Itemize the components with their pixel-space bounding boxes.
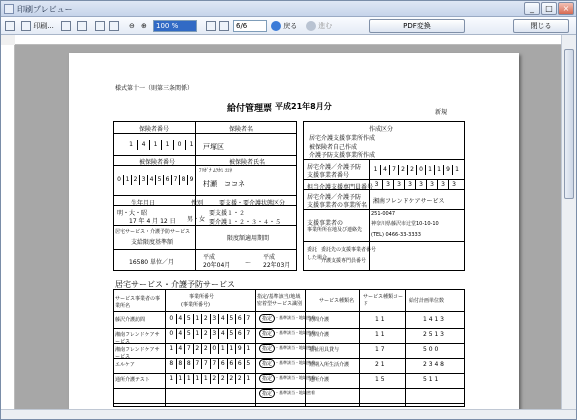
tel: (TEL) 0466-33-3333	[371, 232, 421, 238]
find-icon[interactable]	[77, 20, 87, 32]
digit: 2	[407, 165, 416, 175]
row-office-no	[167, 344, 252, 354]
digit: 3	[382, 180, 393, 190]
digit: 5	[227, 329, 236, 339]
to-label: 平成	[263, 254, 276, 261]
grid-line	[303, 159, 465, 160]
row-units: 2 3 4 8	[423, 361, 444, 368]
back-button[interactable]	[271, 20, 297, 32]
to-value: 22年03月	[263, 262, 291, 269]
app-icon	[4, 4, 14, 14]
digit: 2	[218, 374, 227, 384]
insurer-name: 戸塚区	[203, 143, 224, 151]
row-code: 1 1	[375, 316, 385, 323]
digit: 7	[193, 359, 202, 369]
row-type: 訪問介護	[309, 332, 330, 338]
grid-line	[165, 289, 166, 407]
preview-area[interactable]	[15, 45, 561, 409]
birth-label: 生年月日	[131, 200, 156, 207]
digit: 3	[210, 329, 219, 339]
row-office-name: 藤沢介護訪問	[115, 317, 146, 323]
digit: 3	[404, 180, 415, 190]
prev-page-icon[interactable]	[219, 20, 229, 32]
form-period: 平成21年8月分	[275, 102, 332, 111]
office-no-digits	[371, 165, 461, 175]
from-label: 平成	[203, 254, 216, 261]
title-bar	[1, 1, 576, 17]
digit: 1	[169, 375, 174, 382]
pdf-convert-button[interactable]: PDF変換	[369, 19, 465, 33]
creator-opt1: 居宅介護支援事業所作成	[309, 135, 376, 142]
maximize-button[interactable]: □	[541, 2, 557, 15]
digit: 2	[210, 374, 219, 384]
grid-line	[113, 373, 465, 374]
digit: 6	[218, 359, 227, 369]
digit: 6	[227, 359, 236, 369]
digit: 7	[201, 359, 210, 369]
digit: 3	[448, 180, 459, 190]
digit: 6	[163, 175, 171, 185]
limit-label-2: 支給限度基準額	[131, 239, 174, 246]
care-levels: 要介護１・２・３・４・５	[209, 219, 282, 226]
vertical-ruler	[1, 45, 15, 409]
digit: 6	[235, 314, 244, 324]
row-plan-rest: ・基準該当・地域密着	[275, 360, 315, 365]
row-code: 1 5	[375, 376, 385, 383]
digit: 4	[137, 140, 149, 150]
grid-line	[113, 388, 465, 389]
digit: 2	[227, 374, 236, 384]
print-label: 印刷...	[33, 22, 54, 30]
office-name-label-1: 居宅介護／介護予防	[307, 194, 362, 201]
office-no-label-2: 支援事業者番号	[307, 172, 350, 179]
row-office-no	[167, 314, 252, 324]
digit: 1	[185, 140, 197, 150]
row-plan-rest: ・基準該当・地域密着	[275, 375, 315, 380]
forward-label: 進む	[318, 22, 333, 30]
two-page-icon[interactable]	[109, 20, 119, 32]
row-plan-rest: ・基準該当・地域密着	[275, 345, 315, 350]
digit: 9	[187, 175, 195, 185]
form-title: 給付管理票	[227, 104, 273, 114]
digit: 1	[425, 165, 434, 175]
insured-no-label: 被保険者番号	[139, 159, 176, 166]
grid-line	[113, 195, 297, 196]
digit: 4	[380, 165, 389, 175]
row-office-name: エルケア	[115, 362, 135, 368]
col-type-header: サービス種類名	[319, 298, 355, 304]
digit: 0	[169, 315, 174, 322]
page-sheet	[69, 53, 519, 409]
insured-name-label: 被保険者氏名	[229, 159, 266, 166]
row-type: 福祉用具貸与	[309, 347, 340, 353]
digit: 1	[452, 165, 461, 175]
digit: 5	[155, 175, 163, 185]
row-units: 1 4 1 3	[423, 316, 444, 323]
col-plan-header: 指定/基準該当/地域密着型サービス識別	[257, 294, 303, 307]
digit: 2	[131, 175, 139, 185]
creator-opt2: 被保険者自己作成	[309, 144, 358, 151]
digit: 4	[147, 175, 155, 185]
minimize-button[interactable]: _	[524, 2, 540, 15]
first-page-icon[interactable]	[206, 20, 216, 32]
sex-value: 男・女	[187, 216, 206, 223]
zip: 251-0047	[371, 211, 396, 217]
digit: 1	[129, 141, 133, 148]
office-addr-label-1: 支援事業者の	[307, 220, 344, 227]
digit: 7	[244, 329, 253, 339]
grid-line	[359, 289, 360, 407]
digit: 3	[393, 180, 404, 190]
row-plan: 指定	[259, 314, 275, 323]
grid-line	[303, 209, 465, 210]
copy-icon[interactable]	[61, 20, 71, 32]
row-units: 5 0 0	[423, 346, 439, 353]
digit: 2	[193, 344, 202, 354]
digit: 7	[171, 175, 179, 185]
vertical-scrollbar[interactable]	[561, 35, 576, 409]
close-button[interactable]: 閉じる	[513, 19, 569, 33]
commission-label-1: 委託	[307, 247, 318, 253]
grid-line	[369, 159, 370, 271]
digit: 8	[179, 175, 187, 185]
row-plan-rest: ・基準該当・地域密着	[275, 315, 315, 320]
row-type: 通所介護	[309, 377, 330, 383]
grid-line	[303, 241, 465, 242]
digit: 1	[123, 175, 131, 185]
digit: 7	[244, 314, 253, 324]
office-addr-label-2: 事業所所在地及び連絡先	[307, 227, 363, 233]
print-button[interactable]	[21, 20, 54, 32]
horizontal-ruler	[15, 35, 561, 45]
birth-date: 17 年 4 月 12 日	[129, 218, 176, 225]
digit: 1	[176, 374, 185, 384]
row-office-name: 通所介護テスト	[115, 377, 150, 383]
digit: 1	[184, 374, 193, 384]
grid-line	[113, 249, 297, 250]
digit: 1	[373, 166, 378, 173]
digit: 1	[227, 344, 236, 354]
horizontal-scrollbar[interactable]	[1, 409, 576, 419]
grid-line	[113, 403, 465, 404]
creator-opt3: 介護予防支援事業所作成	[309, 152, 376, 159]
form-status: 新規	[435, 109, 448, 116]
care-manager-label: 担当介護支援専門員番号	[307, 184, 374, 191]
digit: 0	[173, 140, 185, 150]
zoom-in-icon[interactable]: ⊕	[141, 22, 147, 30]
insurer-no-label: 保険者番号	[139, 126, 170, 133]
single-page-icon[interactable]	[95, 20, 105, 32]
row-code: 1 7	[375, 346, 385, 353]
digit: 3	[210, 314, 219, 324]
digit: 0	[416, 165, 425, 175]
grid-line	[113, 133, 297, 134]
era-options: 明・大・昭	[117, 210, 148, 217]
digit: 2	[398, 165, 407, 175]
digit: 7	[389, 165, 398, 175]
col-code-header: サービス種類コード	[363, 294, 404, 307]
col-office-no-header: 事業所番号	[189, 294, 215, 300]
tilde: 〜	[245, 260, 252, 267]
row-units: 2 5 1 3	[423, 331, 444, 338]
printer-icon	[21, 21, 31, 31]
digit: 1	[244, 374, 253, 384]
digit: 9	[443, 165, 452, 175]
digit: 1	[244, 344, 253, 354]
digit: 5	[227, 314, 236, 324]
zoom-out-icon[interactable]: ⊖	[129, 22, 135, 30]
limit-value: 16580 単位／月	[129, 259, 174, 266]
office-name-label-2: 支援事業者の事業所名	[307, 202, 368, 209]
insurer-no-digits	[125, 140, 197, 150]
support-levels: 要支援１・２	[209, 210, 246, 217]
insured-no-digits	[115, 175, 195, 185]
digit: 5	[184, 314, 193, 324]
digit: 1	[218, 344, 227, 354]
grid-line	[405, 289, 406, 407]
digit: 4	[176, 344, 185, 354]
digit: 4	[218, 314, 227, 324]
digit: 2	[201, 329, 210, 339]
digit: 6	[235, 359, 244, 369]
digit: 4	[218, 329, 227, 339]
digit: 0	[210, 344, 219, 354]
digit: 3	[139, 175, 147, 185]
row-plan: 指定	[259, 389, 275, 398]
toolbar	[1, 17, 576, 35]
insurer-name-label: 保険者名	[229, 126, 254, 133]
sex-label: 性別	[191, 200, 204, 207]
close-window-button[interactable]: ×	[558, 2, 574, 15]
office-name: 湘南フレンドケアサービス	[373, 198, 445, 205]
row-plan: 指定	[259, 374, 275, 383]
digit: 4	[176, 314, 185, 324]
grid-line	[113, 343, 465, 344]
digit: 1	[161, 140, 173, 150]
row-plan: 指定	[259, 359, 275, 368]
digit: 3	[415, 180, 426, 190]
digit: 2	[201, 344, 210, 354]
digit: 9	[235, 344, 244, 354]
row-plan-rest: ・基準該当・地域密着	[275, 330, 315, 335]
row-type: 短期入所生活介護	[309, 362, 350, 368]
digit: 6	[235, 329, 244, 339]
office-no-label-1: 居宅介護／介護予防	[307, 164, 362, 171]
page-input[interactable]: 6/6	[233, 20, 267, 32]
row-plan: 指定	[259, 344, 275, 353]
grid-line	[255, 289, 256, 407]
grid-line	[113, 358, 465, 359]
row-office-no	[167, 374, 252, 384]
insured-name: 村瀬 ココネ	[203, 180, 245, 188]
forward-arrow-icon	[306, 21, 316, 31]
creator-label: 作成区分	[369, 126, 394, 133]
col-office-header: サービス事業者の事業所名	[115, 296, 161, 309]
digit: 2	[235, 374, 244, 384]
care-manager-digits	[371, 180, 459, 190]
digit: 3	[374, 181, 379, 188]
row-office-name: 湘南フレンドケアサービス	[115, 332, 160, 345]
digit: 1	[193, 314, 202, 324]
limit-period-label: 限度額適用期間	[227, 235, 270, 242]
digit: 1	[201, 374, 210, 384]
insured-kana: ﾌﾘｶﾞﾅ ﾑﾗｶﾐ ｺｺﾈ	[199, 168, 233, 174]
grid-line	[113, 155, 297, 156]
commission-office-label: 委託先の支援事業者番号	[321, 247, 377, 253]
digit: 1	[434, 165, 443, 175]
row-code: 1 1	[375, 331, 385, 338]
digit: 5	[244, 359, 253, 369]
digit: 1	[149, 140, 161, 150]
zoom-select[interactable]: 100 %	[153, 20, 197, 32]
care-level-label: 要支援・要介護状態区分	[219, 200, 286, 207]
digit: 4	[176, 329, 185, 339]
col-office-no-sub: (事業所番号)	[181, 302, 210, 308]
forward-button[interactable]	[306, 20, 332, 32]
digit: 8	[184, 359, 193, 369]
grid-line	[113, 328, 465, 329]
col-units-header: 給付計画単位数	[409, 298, 445, 304]
row-office-name: 湘南フレンドケアサービス	[115, 347, 160, 360]
digit: 5	[184, 329, 193, 339]
window-title: 印刷プレビュー	[17, 5, 73, 14]
commission-label-2: した場合	[307, 255, 328, 261]
form-number: 様式第十一（則第三条関係）	[115, 85, 194, 92]
digit: 1	[193, 329, 202, 339]
digit: 1	[193, 374, 202, 384]
section-title: 居宅サービス・介護予防サービス	[115, 280, 235, 289]
digit: 8	[176, 359, 185, 369]
digit: 3	[426, 180, 437, 190]
address: 神奈川県藤沢市辻堂10-10-10	[371, 221, 439, 227]
row-type: 訪問介護	[309, 317, 330, 323]
row-office-no	[167, 329, 252, 339]
digit: 1	[169, 345, 174, 352]
digit: 7	[184, 344, 193, 354]
back-arrow-icon	[271, 21, 281, 31]
digit: 8	[169, 360, 174, 367]
digit: 0	[117, 176, 121, 183]
row-code: 2 1	[375, 361, 385, 368]
row-units: 5 1 1	[423, 376, 439, 383]
limit-label-1: 居宅サービス・介護予防サービス	[115, 229, 191, 235]
row-plan-rest: ・基準該当・地域密着	[275, 390, 315, 395]
row-office-no	[167, 359, 252, 369]
commission-manager-label: 介護支援専門員番号	[321, 258, 367, 264]
digit: 7	[210, 359, 219, 369]
digit: 3	[437, 180, 448, 190]
digit: 0	[169, 330, 174, 337]
page-setup-icon[interactable]	[5, 20, 15, 32]
row-plan: 指定	[259, 329, 275, 338]
from-value: 20年04月	[203, 262, 231, 269]
scroll-thumb[interactable]	[564, 49, 574, 199]
back-label: 戻る	[283, 22, 298, 30]
digit: 2	[201, 314, 210, 324]
